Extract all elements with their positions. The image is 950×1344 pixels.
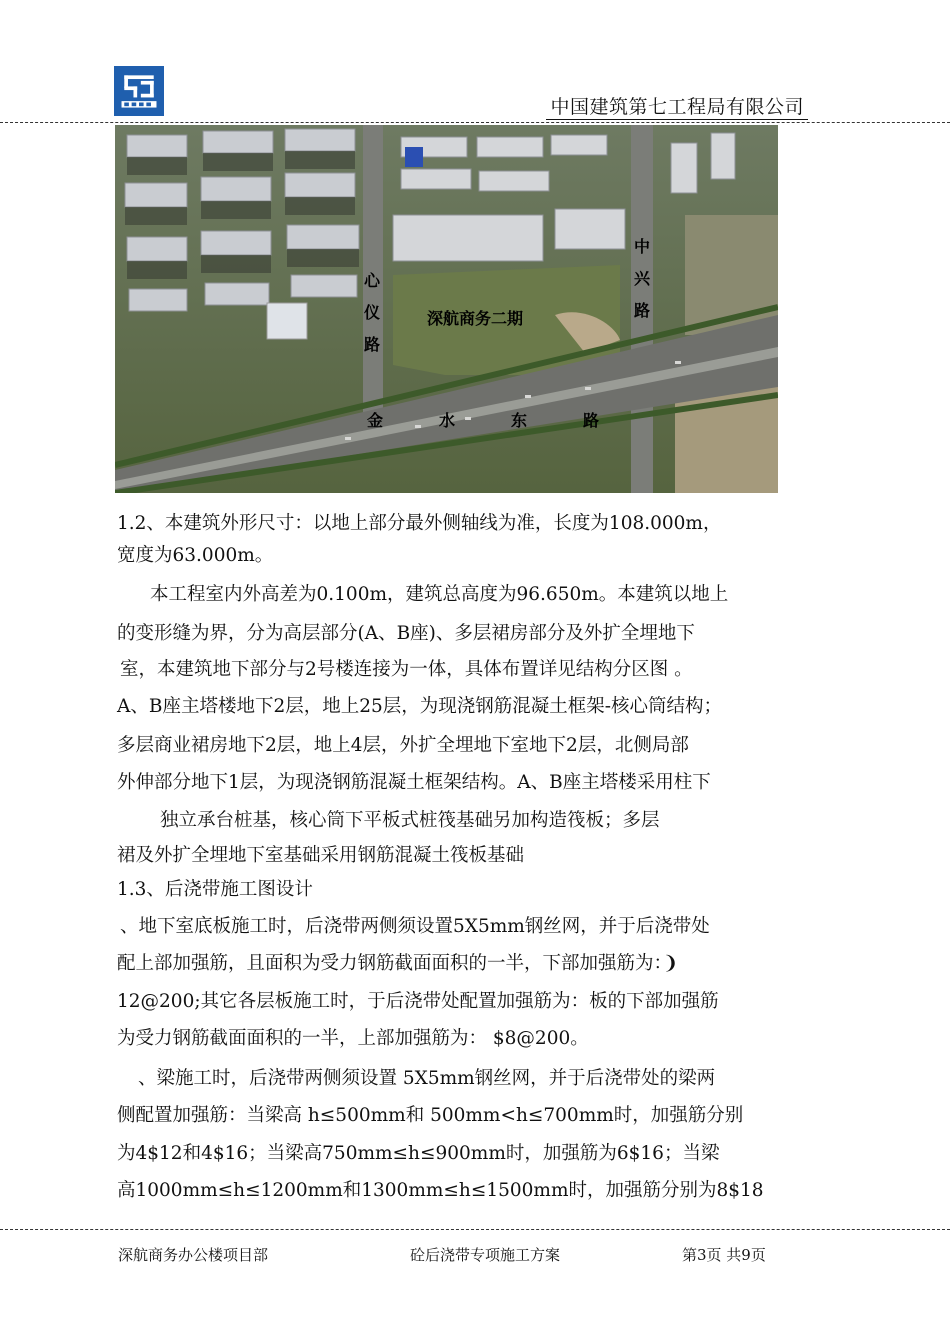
site-satellite-map [115,125,778,493]
body-line-4: 的变形缝为界，分为高层部分(A、B座)、多层裙房部分及外扩全埋地下 [117,623,695,644]
body-line-7: 多层商业裙房地下2层，地上4层，外扩全埋地下室地下2层，北侧局部 [117,735,689,756]
footer-divider [0,1229,950,1230]
body-line-9: 独立承台桩基，核心筒下平板式桩筏基础另加构造筏板；多层 [160,810,660,831]
company-name: 中国建筑第七工程局有限公司 [546,96,808,120]
body-line-17: 侧配置加强筋：当梁高 h≤500mm和 500mm<h≤700mm时，加强筋分别 [117,1105,744,1126]
header-divider [0,122,950,123]
body-line-10: 裙及外扩全埋地下室基础采用钢筋混凝土筏板基础 [117,845,525,866]
footer-page-number: 第3页 共9页 [682,1246,766,1264]
map-label-road-jinshuidong: 金水东路 [367,411,656,430]
map-label-road-zhongxing: 中兴路 [633,237,650,320]
body-line-8: 外伸部分地下1层，为现浇钢筋混凝土框架结构。A、B座主塔楼采用柱下 [117,772,711,793]
body-line-2: 宽度为63.000m。 [117,545,274,566]
logo-mark-icon [116,68,162,114]
map-label-project: 深航商务二期 [427,309,524,328]
body-line-5: 室，本建筑地下部分与2号楼连接为一体，具体布置详见结构分区图 。 [120,659,693,680]
footer-doc-title: 砼后浇带专项施工方案 [410,1246,561,1264]
body-line-18: 为4$12和4$16；当梁高750mm≤h≤900mm时，加强筋为6$16；当梁 [117,1143,720,1164]
body-line-19: 高1000mm≤h≤1200mm和1300mm≤h≤1500mm时，加强筋分别为8$18 [117,1180,764,1201]
body-line-15: 为受力钢筋截面面积的一半，上部加强筋为： $8@200。 [117,1028,589,1049]
company-logo [114,66,164,116]
body-line-6: A、B座主塔楼地下2层，地上25层，为现浇钢筋混凝土框架-核心筒结构； [117,696,723,717]
body-line-3: 本工程室内外高差为0.100m，建筑总高度为96.650m。本建筑以地上 [150,584,729,605]
body-line-14: 12@200;其它各层板施工时，于后浇带处配置加强筋为：板的下部加强筋 [117,991,719,1012]
body-line-16: 、梁施工时，后浇带两侧须设置 5X5mm钢丝网，并于后浇带处的梁两 [138,1068,716,1089]
body-line-13: 配上部加强筋，且面积为受力钢筋截面面积的一半，下部加强筋为：❩ [117,953,679,974]
section-heading-1-3: 1.3、后浇带施工图设计 [117,879,313,900]
map-label-road-xinyi: 心仪路 [363,271,380,354]
footer-project-dept: 深航商务办公楼项目部 [118,1246,269,1264]
body-line-1: 1.2、本建筑外形尺寸：以地上部分最外侧轴线为准，长度为108.000m， [117,513,722,534]
body-line-12: 、地下室底板施工时，后浇带两侧须设置5X5mm钢丝网，并于后浇带处 [120,916,710,937]
